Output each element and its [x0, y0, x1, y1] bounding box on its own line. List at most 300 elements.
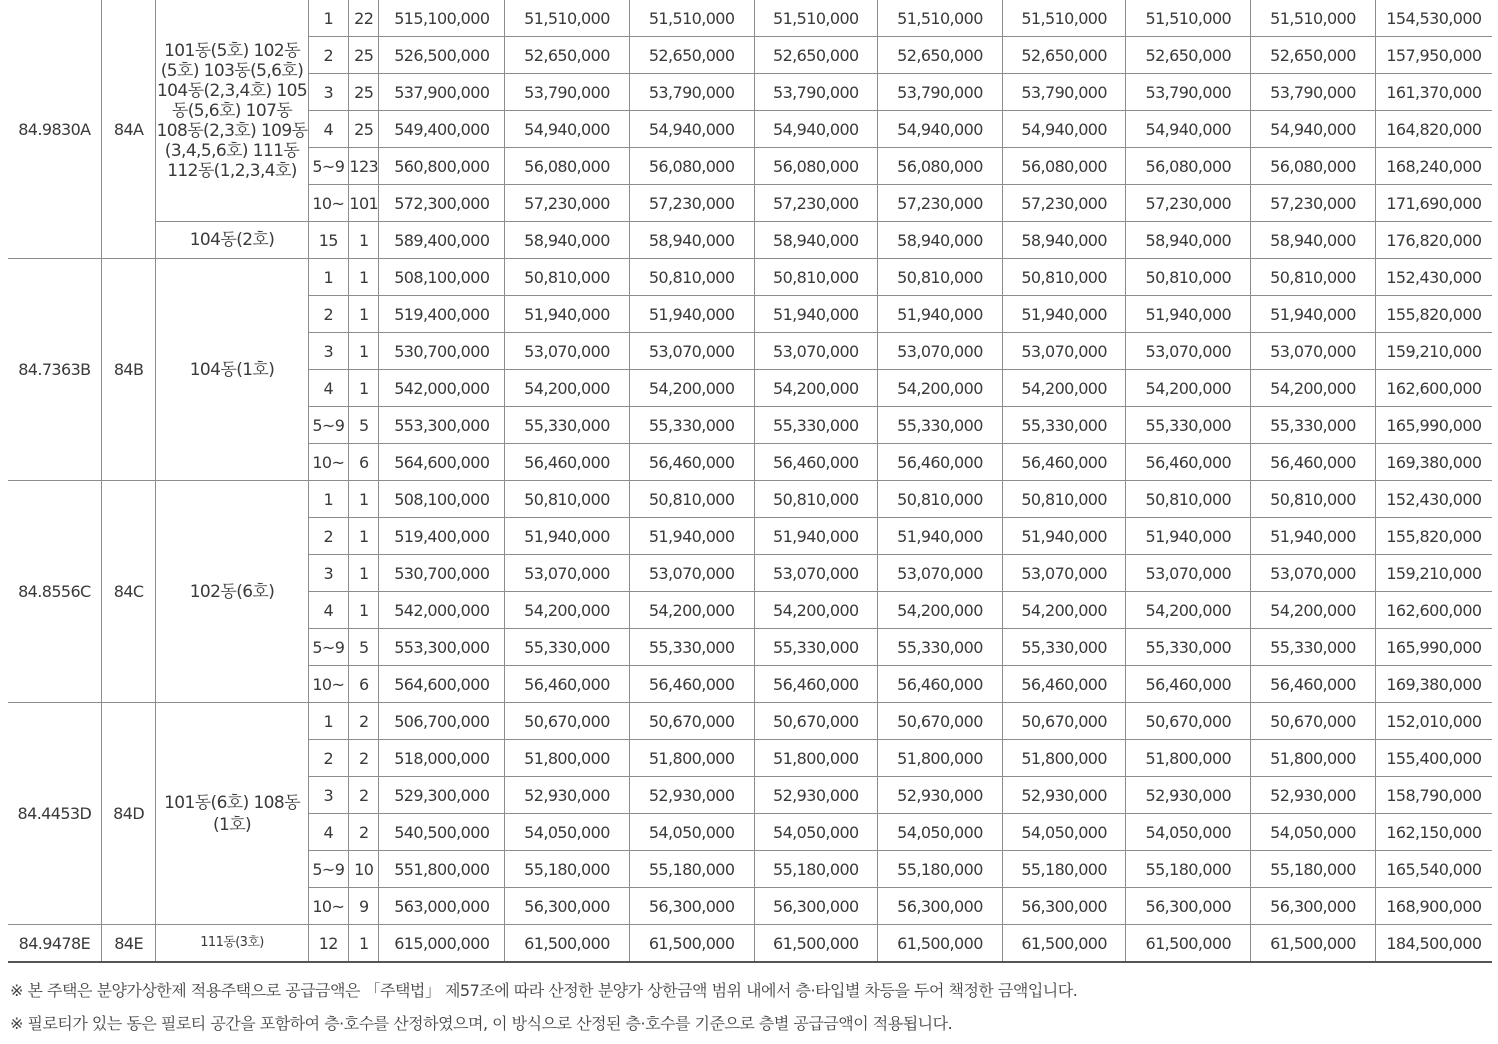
- contract-deposit-cell: 50,810,000: [505, 259, 630, 296]
- dong-cell: 104동(1호): [156, 259, 308, 481]
- contract-deposit-cell: 56,300,000: [505, 888, 630, 925]
- unit-count-cell: 5: [349, 629, 379, 666]
- interim-payment-5-cell: 51,940,000: [1126, 296, 1251, 333]
- floor-cell: 5~9: [308, 407, 349, 444]
- floor-cell: 1: [308, 0, 349, 37]
- unit-count-cell: 22: [349, 0, 379, 37]
- interim-payment-5-cell: 55,180,000: [1126, 851, 1251, 888]
- interim-payment-3-cell: 55,180,000: [878, 851, 1003, 888]
- interim-payment-1-cell: 55,330,000: [629, 629, 754, 666]
- floor-cell: 4: [308, 814, 349, 851]
- interim-payment-3-cell: 53,070,000: [878, 333, 1003, 370]
- interim-payment-5-cell: 53,070,000: [1126, 333, 1251, 370]
- interim-payment-6-cell: 50,810,000: [1251, 481, 1376, 518]
- interim-payment-1-cell: 51,940,000: [629, 518, 754, 555]
- interim-payment-5-cell: 55,330,000: [1126, 629, 1251, 666]
- unit-count-cell: 6: [349, 666, 379, 703]
- interim-payment-5-cell: 57,230,000: [1126, 185, 1251, 222]
- unit-count-cell: 1: [349, 296, 379, 333]
- balance-cell: 152,010,000: [1375, 703, 1492, 740]
- floor-cell: 5~9: [308, 851, 349, 888]
- balance-cell: 154,530,000: [1375, 0, 1492, 37]
- interim-payment-4-cell: 51,940,000: [1002, 296, 1126, 333]
- unit-count-cell: 1: [349, 333, 379, 370]
- interim-payment-4-cell: 53,070,000: [1002, 333, 1126, 370]
- contract-deposit-cell: 55,180,000: [505, 851, 630, 888]
- interim-payment-1-cell: 58,940,000: [629, 222, 754, 259]
- interim-payment-1-cell: 53,070,000: [629, 333, 754, 370]
- floor-cell: 1: [308, 481, 349, 518]
- balance-cell: 152,430,000: [1375, 259, 1492, 296]
- interim-payment-3-cell: 57,230,000: [878, 185, 1003, 222]
- interim-payment-5-cell: 56,300,000: [1126, 888, 1251, 925]
- supply-price-cell: 506,700,000: [379, 703, 505, 740]
- floor-cell: 10~: [308, 185, 349, 222]
- contract-deposit-cell: 54,050,000: [505, 814, 630, 851]
- interim-payment-2-cell: 55,180,000: [754, 851, 878, 888]
- interim-payment-5-cell: 55,330,000: [1126, 407, 1251, 444]
- floor-cell: 15: [308, 222, 349, 259]
- balance-cell: 159,210,000: [1375, 555, 1492, 592]
- interim-payment-6-cell: 55,330,000: [1251, 629, 1376, 666]
- interim-payment-3-cell: 58,940,000: [878, 222, 1003, 259]
- supply-price-cell: 553,300,000: [379, 629, 505, 666]
- interim-payment-2-cell: 53,070,000: [754, 333, 878, 370]
- interim-payment-5-cell: 58,940,000: [1126, 222, 1251, 259]
- supply-price-cell: 553,300,000: [379, 407, 505, 444]
- interim-payment-1-cell: 51,510,000: [629, 0, 754, 37]
- balance-cell: 168,240,000: [1375, 148, 1492, 185]
- type-cell: 84B: [101, 259, 156, 481]
- balance-cell: 168,900,000: [1375, 888, 1492, 925]
- interim-payment-6-cell: 53,070,000: [1251, 333, 1376, 370]
- interim-payment-4-cell: 56,460,000: [1002, 444, 1126, 481]
- supply-price-cell: 572,300,000: [379, 185, 505, 222]
- unit-count-cell: 10: [349, 851, 379, 888]
- contract-deposit-cell: 55,330,000: [505, 629, 630, 666]
- interim-payment-6-cell: 55,180,000: [1251, 851, 1376, 888]
- interim-payment-2-cell: 50,810,000: [754, 259, 878, 296]
- interim-payment-6-cell: 58,940,000: [1251, 222, 1376, 259]
- interim-payment-6-cell: 51,510,000: [1251, 0, 1376, 37]
- interim-payment-1-cell: 53,070,000: [629, 555, 754, 592]
- interim-payment-4-cell: 57,230,000: [1002, 185, 1126, 222]
- interim-payment-3-cell: 56,300,000: [878, 888, 1003, 925]
- interim-payment-3-cell: 51,510,000: [878, 0, 1003, 37]
- unit-count-cell: 1: [349, 592, 379, 629]
- interim-payment-6-cell: 56,460,000: [1251, 444, 1376, 481]
- contract-deposit-cell: 51,510,000: [505, 0, 630, 37]
- contract-deposit-cell: 54,940,000: [505, 111, 630, 148]
- interim-payment-6-cell: 61,500,000: [1251, 925, 1376, 963]
- interim-payment-5-cell: 50,810,000: [1126, 259, 1251, 296]
- interim-payment-3-cell: 54,050,000: [878, 814, 1003, 851]
- unit-count-cell: 2: [349, 703, 379, 740]
- interim-payment-2-cell: 51,510,000: [754, 0, 878, 37]
- interim-payment-3-cell: 53,790,000: [878, 74, 1003, 111]
- interim-payment-1-cell: 54,940,000: [629, 111, 754, 148]
- dong-cell: 111동(3호): [156, 925, 308, 963]
- interim-payment-4-cell: 51,800,000: [1002, 740, 1126, 777]
- contract-deposit-cell: 61,500,000: [505, 925, 630, 963]
- floor-cell: 2: [308, 296, 349, 333]
- contract-deposit-cell: 55,330,000: [505, 407, 630, 444]
- unit-count-cell: 6: [349, 444, 379, 481]
- supply-price-cell: 526,500,000: [379, 37, 505, 74]
- interim-payment-3-cell: 53,070,000: [878, 555, 1003, 592]
- unit-count-cell: 5: [349, 407, 379, 444]
- interim-payment-4-cell: 54,940,000: [1002, 111, 1126, 148]
- interim-payment-6-cell: 51,940,000: [1251, 518, 1376, 555]
- supply-price-cell: 615,000,000: [379, 925, 505, 963]
- interim-payment-3-cell: 51,940,000: [878, 296, 1003, 333]
- footnote-price-cap: ※ 본 주택은 분양가상한제 적용주택으로 공급금액은 「주택법」 제57조에 따라 산정한 분양가 상한금액 범위 내에서 층·타입별 차등을 두어 책정한 금액입니다.: [10, 981, 1078, 1000]
- interim-payment-1-cell: 54,200,000: [629, 592, 754, 629]
- type-cell: 84D: [101, 703, 156, 925]
- footnote-piloti: ※ 필로티가 있는 동은 필로티 공간을 포함하여 층·호수를 산정하였으며, 이 방식으로 산정된 층·호수를 기준으로 층별 공급금액이 적용됩니다.: [10, 1014, 953, 1033]
- interim-payment-2-cell: 53,790,000: [754, 74, 878, 111]
- supply-price-cell: 542,000,000: [379, 370, 505, 407]
- interim-payment-2-cell: 52,930,000: [754, 777, 878, 814]
- interim-payment-4-cell: 55,330,000: [1002, 629, 1126, 666]
- interim-payment-5-cell: 50,670,000: [1126, 703, 1251, 740]
- unit-count-cell: 1: [349, 222, 379, 259]
- area-cell: 84.9478E: [8, 925, 101, 963]
- interim-payment-4-cell: 55,180,000: [1002, 851, 1126, 888]
- unit-count-cell: 1: [349, 259, 379, 296]
- contract-deposit-cell: 58,940,000: [505, 222, 630, 259]
- interim-payment-1-cell: 55,330,000: [629, 407, 754, 444]
- interim-payment-3-cell: 56,460,000: [878, 444, 1003, 481]
- interim-payment-4-cell: 50,810,000: [1002, 259, 1126, 296]
- interim-payment-3-cell: 50,810,000: [878, 259, 1003, 296]
- interim-payment-1-cell: 52,650,000: [629, 37, 754, 74]
- supply-price-cell: 564,600,000: [379, 666, 505, 703]
- supply-price-cell: 529,300,000: [379, 777, 505, 814]
- supply-price-cell: 551,800,000: [379, 851, 505, 888]
- price-table-body: [8, 0, 1492, 962]
- interim-payment-4-cell: 54,200,000: [1002, 370, 1126, 407]
- unit-count-cell: 1: [349, 555, 379, 592]
- interim-payment-2-cell: 51,940,000: [754, 518, 878, 555]
- interim-payment-4-cell: 50,810,000: [1002, 481, 1126, 518]
- interim-payment-4-cell: 52,650,000: [1002, 37, 1126, 74]
- interim-payment-5-cell: 56,080,000: [1126, 148, 1251, 185]
- area-cell: 84.9830A: [8, 0, 101, 259]
- interim-payment-3-cell: 56,080,000: [878, 148, 1003, 185]
- interim-payment-4-cell: 50,670,000: [1002, 703, 1126, 740]
- interim-payment-2-cell: 56,300,000: [754, 888, 878, 925]
- interim-payment-3-cell: 54,200,000: [878, 370, 1003, 407]
- floor-cell: 3: [308, 74, 349, 111]
- balance-cell: 158,790,000: [1375, 777, 1492, 814]
- table-row: [8, 222, 1492, 259]
- interim-payment-6-cell: 56,080,000: [1251, 148, 1376, 185]
- table-row: [8, 259, 1492, 296]
- floor-cell: 4: [308, 111, 349, 148]
- contract-deposit-cell: 52,650,000: [505, 37, 630, 74]
- interim-payment-4-cell: 55,330,000: [1002, 407, 1126, 444]
- supply-price-cell: 563,000,000: [379, 888, 505, 925]
- area-cell: 84.7363B: [8, 259, 101, 481]
- interim-payment-1-cell: 50,670,000: [629, 703, 754, 740]
- floor-cell: 2: [308, 740, 349, 777]
- interim-payment-1-cell: 50,810,000: [629, 481, 754, 518]
- interim-payment-2-cell: 61,500,000: [754, 925, 878, 963]
- interim-payment-1-cell: 61,500,000: [629, 925, 754, 963]
- interim-payment-1-cell: 54,200,000: [629, 370, 754, 407]
- interim-payment-6-cell: 56,300,000: [1251, 888, 1376, 925]
- interim-payment-6-cell: 50,810,000: [1251, 259, 1376, 296]
- interim-payment-6-cell: 54,050,000: [1251, 814, 1376, 851]
- interim-payment-2-cell: 55,330,000: [754, 629, 878, 666]
- interim-payment-6-cell: 55,330,000: [1251, 407, 1376, 444]
- contract-deposit-cell: 54,200,000: [505, 592, 630, 629]
- interim-payment-2-cell: 51,800,000: [754, 740, 878, 777]
- contract-deposit-cell: 54,200,000: [505, 370, 630, 407]
- supply-price-cell: 542,000,000: [379, 592, 505, 629]
- interim-payment-3-cell: 54,200,000: [878, 592, 1003, 629]
- floor-cell: 10~: [308, 444, 349, 481]
- balance-cell: 159,210,000: [1375, 333, 1492, 370]
- area-cell: 84.8556C: [8, 481, 101, 703]
- footnotes: [10, 978, 1490, 1044]
- unit-count-cell: 25: [349, 111, 379, 148]
- interim-payment-5-cell: 56,460,000: [1126, 666, 1251, 703]
- supply-price-cell: 518,000,000: [379, 740, 505, 777]
- contract-deposit-cell: 52,930,000: [505, 777, 630, 814]
- interim-payment-4-cell: 56,300,000: [1002, 888, 1126, 925]
- interim-payment-5-cell: 54,940,000: [1126, 111, 1251, 148]
- interim-payment-6-cell: 51,800,000: [1251, 740, 1376, 777]
- interim-payment-5-cell: 51,510,000: [1126, 0, 1251, 37]
- interim-payment-5-cell: 54,200,000: [1126, 592, 1251, 629]
- interim-payment-1-cell: 53,790,000: [629, 74, 754, 111]
- interim-payment-4-cell: 54,050,000: [1002, 814, 1126, 851]
- interim-payment-5-cell: 54,200,000: [1126, 370, 1251, 407]
- interim-payment-3-cell: 51,940,000: [878, 518, 1003, 555]
- supply-price-cell: 560,800,000: [379, 148, 505, 185]
- interim-payment-1-cell: 54,050,000: [629, 814, 754, 851]
- balance-cell: 161,370,000: [1375, 74, 1492, 111]
- floor-cell: 2: [308, 37, 349, 74]
- table-row: [8, 703, 1492, 740]
- interim-payment-2-cell: 55,330,000: [754, 407, 878, 444]
- interim-payment-3-cell: 61,500,000: [878, 925, 1003, 963]
- contract-deposit-cell: 51,940,000: [505, 518, 630, 555]
- interim-payment-4-cell: 56,080,000: [1002, 148, 1126, 185]
- interim-payment-4-cell: 52,930,000: [1002, 777, 1126, 814]
- interim-payment-3-cell: 54,940,000: [878, 111, 1003, 148]
- balance-cell: 155,820,000: [1375, 296, 1492, 333]
- interim-payment-5-cell: 53,790,000: [1126, 74, 1251, 111]
- interim-payment-4-cell: 54,200,000: [1002, 592, 1126, 629]
- interim-payment-3-cell: 52,650,000: [878, 37, 1003, 74]
- floor-cell: 10~: [308, 888, 349, 925]
- interim-payment-6-cell: 54,200,000: [1251, 592, 1376, 629]
- floor-cell: 12: [308, 925, 349, 963]
- unit-count-cell: 1: [349, 481, 379, 518]
- contract-deposit-cell: 50,810,000: [505, 481, 630, 518]
- balance-cell: 152,430,000: [1375, 481, 1492, 518]
- contract-deposit-cell: 53,070,000: [505, 555, 630, 592]
- type-cell: 84E: [101, 925, 156, 963]
- interim-payment-5-cell: 51,800,000: [1126, 740, 1251, 777]
- contract-deposit-cell: 56,080,000: [505, 148, 630, 185]
- interim-payment-6-cell: 50,670,000: [1251, 703, 1376, 740]
- interim-payment-1-cell: 51,940,000: [629, 296, 754, 333]
- unit-count-cell: 25: [349, 74, 379, 111]
- interim-payment-1-cell: 50,810,000: [629, 259, 754, 296]
- balance-cell: 155,820,000: [1375, 518, 1492, 555]
- dong-cell: 101동(5호) 102동(5호) 103동(5,6호) 104동(2,3,4호) 105동(5,6호) 107동 108동(2,3호) 109동(3,4,5,6호) 111동 112동(1,2,3,4호): [156, 0, 308, 222]
- contract-deposit-cell: 50,670,000: [505, 703, 630, 740]
- interim-payment-1-cell: 55,180,000: [629, 851, 754, 888]
- supply-price-cell: 530,700,000: [379, 555, 505, 592]
- balance-cell: 157,950,000: [1375, 37, 1492, 74]
- supply-price-cell: 589,400,000: [379, 222, 505, 259]
- type-cell: 84C: [101, 481, 156, 703]
- interim-payment-3-cell: 52,930,000: [878, 777, 1003, 814]
- interim-payment-2-cell: 52,650,000: [754, 37, 878, 74]
- interim-payment-1-cell: 57,230,000: [629, 185, 754, 222]
- dong-cell: 101동(6호) 108동(1호): [156, 703, 308, 925]
- interim-payment-6-cell: 53,070,000: [1251, 555, 1376, 592]
- balance-cell: 169,380,000: [1375, 666, 1492, 703]
- type-cell: 84A: [101, 0, 156, 259]
- interim-payment-4-cell: 53,790,000: [1002, 74, 1126, 111]
- interim-payment-1-cell: 56,460,000: [629, 666, 754, 703]
- interim-payment-5-cell: 52,930,000: [1126, 777, 1251, 814]
- interim-payment-6-cell: 57,230,000: [1251, 185, 1376, 222]
- unit-count-cell: 1: [349, 925, 379, 963]
- supply-price-cell: 519,400,000: [379, 518, 505, 555]
- interim-payment-4-cell: 51,940,000: [1002, 518, 1126, 555]
- interim-payment-5-cell: 54,050,000: [1126, 814, 1251, 851]
- floor-cell: 1: [308, 703, 349, 740]
- interim-payment-2-cell: 54,200,000: [754, 592, 878, 629]
- supply-price-cell: 508,100,000: [379, 481, 505, 518]
- table-row: [8, 0, 1492, 37]
- balance-cell: 155,400,000: [1375, 740, 1492, 777]
- floor-cell: 2: [308, 518, 349, 555]
- supply-price-cell: 530,700,000: [379, 333, 505, 370]
- interim-payment-2-cell: 54,200,000: [754, 370, 878, 407]
- interim-payment-6-cell: 52,650,000: [1251, 37, 1376, 74]
- unit-count-cell: 25: [349, 37, 379, 74]
- dong-cell: 104동(2호): [156, 222, 308, 259]
- balance-cell: 164,820,000: [1375, 111, 1492, 148]
- interim-payment-2-cell: 50,670,000: [754, 703, 878, 740]
- supply-price-cell: 508,100,000: [379, 259, 505, 296]
- interim-payment-2-cell: 56,460,000: [754, 444, 878, 481]
- interim-payment-5-cell: 52,650,000: [1126, 37, 1251, 74]
- interim-payment-4-cell: 56,460,000: [1002, 666, 1126, 703]
- interim-payment-6-cell: 53,790,000: [1251, 74, 1376, 111]
- supply-price-cell: 564,600,000: [379, 444, 505, 481]
- balance-cell: 162,600,000: [1375, 370, 1492, 407]
- floor-cell: 5~9: [308, 629, 349, 666]
- balance-cell: 162,150,000: [1375, 814, 1492, 851]
- unit-count-cell: 101: [349, 185, 379, 222]
- interim-payment-5-cell: 51,940,000: [1126, 518, 1251, 555]
- interim-payment-3-cell: 50,670,000: [878, 703, 1003, 740]
- interim-payment-1-cell: 52,930,000: [629, 777, 754, 814]
- interim-payment-3-cell: 50,810,000: [878, 481, 1003, 518]
- floor-cell: 3: [308, 333, 349, 370]
- interim-payment-2-cell: 51,940,000: [754, 296, 878, 333]
- interim-payment-2-cell: 50,810,000: [754, 481, 878, 518]
- contract-deposit-cell: 57,230,000: [505, 185, 630, 222]
- balance-cell: 165,990,000: [1375, 407, 1492, 444]
- balance-cell: 165,990,000: [1375, 629, 1492, 666]
- contract-deposit-cell: 51,940,000: [505, 296, 630, 333]
- interim-payment-5-cell: 53,070,000: [1126, 555, 1251, 592]
- interim-payment-4-cell: 58,940,000: [1002, 222, 1126, 259]
- interim-payment-1-cell: 56,460,000: [629, 444, 754, 481]
- interim-payment-1-cell: 51,800,000: [629, 740, 754, 777]
- unit-count-cell: 123: [349, 148, 379, 185]
- floor-cell: 5~9: [308, 148, 349, 185]
- balance-cell: 162,600,000: [1375, 592, 1492, 629]
- unit-count-cell: 9: [349, 888, 379, 925]
- contract-deposit-cell: 53,070,000: [505, 333, 630, 370]
- unit-count-cell: 2: [349, 777, 379, 814]
- interim-payment-3-cell: 55,330,000: [878, 629, 1003, 666]
- interim-payment-6-cell: 51,940,000: [1251, 296, 1376, 333]
- interim-payment-3-cell: 55,330,000: [878, 407, 1003, 444]
- balance-cell: 176,820,000: [1375, 222, 1492, 259]
- interim-payment-2-cell: 58,940,000: [754, 222, 878, 259]
- interim-payment-1-cell: 56,080,000: [629, 148, 754, 185]
- interim-payment-1-cell: 56,300,000: [629, 888, 754, 925]
- supply-price-cell: 519,400,000: [379, 296, 505, 333]
- interim-payment-6-cell: 52,930,000: [1251, 777, 1376, 814]
- interim-payment-6-cell: 54,940,000: [1251, 111, 1376, 148]
- interim-payment-2-cell: 56,080,000: [754, 148, 878, 185]
- floor-cell: 4: [308, 370, 349, 407]
- interim-payment-4-cell: 53,070,000: [1002, 555, 1126, 592]
- contract-deposit-cell: 56,460,000: [505, 444, 630, 481]
- balance-cell: 169,380,000: [1375, 444, 1492, 481]
- unit-count-cell: 1: [349, 370, 379, 407]
- supply-price-cell: 549,400,000: [379, 111, 505, 148]
- floor-cell: 3: [308, 555, 349, 592]
- dong-cell: 102동(6호): [156, 481, 308, 703]
- table-row: [8, 925, 1492, 963]
- interim-payment-6-cell: 56,460,000: [1251, 666, 1376, 703]
- unit-count-cell: 2: [349, 740, 379, 777]
- supply-price-cell: 515,100,000: [379, 0, 505, 37]
- floor-cell: 3: [308, 777, 349, 814]
- balance-cell: 171,690,000: [1375, 185, 1492, 222]
- interim-payment-4-cell: 51,510,000: [1002, 0, 1126, 37]
- interim-payment-3-cell: 56,460,000: [878, 666, 1003, 703]
- interim-payment-6-cell: 54,200,000: [1251, 370, 1376, 407]
- contract-deposit-cell: 53,790,000: [505, 74, 630, 111]
- interim-payment-5-cell: 56,460,000: [1126, 444, 1251, 481]
- price-table: [8, 0, 1492, 963]
- supply-price-cell: 537,900,000: [379, 74, 505, 111]
- table-row: [8, 481, 1492, 518]
- floor-cell: 1: [308, 259, 349, 296]
- unit-count-cell: 2: [349, 814, 379, 851]
- interim-payment-2-cell: 54,050,000: [754, 814, 878, 851]
- interim-payment-2-cell: 56,460,000: [754, 666, 878, 703]
- floor-cell: 10~: [308, 666, 349, 703]
- interim-payment-4-cell: 61,500,000: [1002, 925, 1126, 963]
- interim-payment-2-cell: 53,070,000: [754, 555, 878, 592]
